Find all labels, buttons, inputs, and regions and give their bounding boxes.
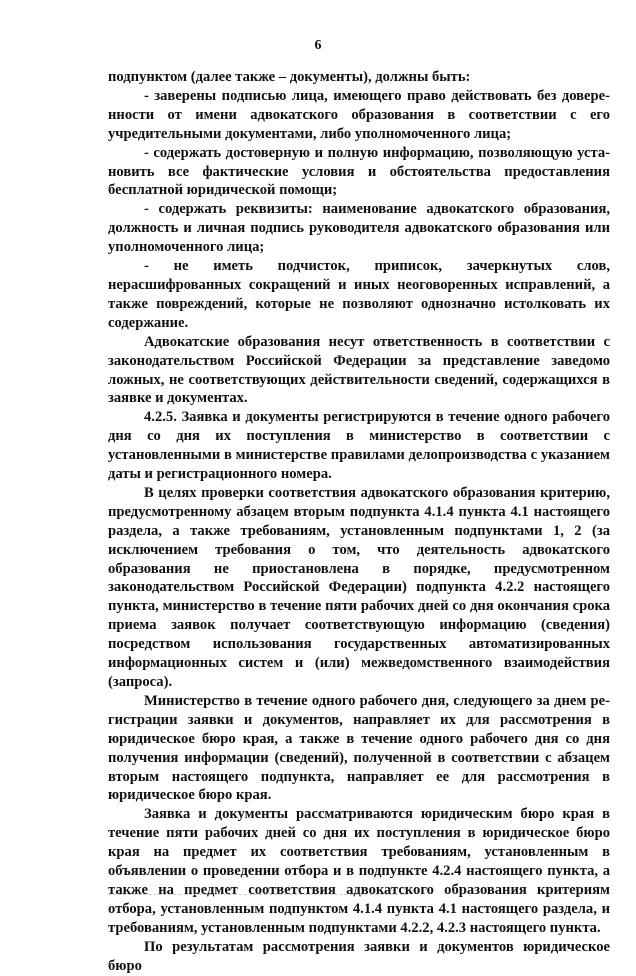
paragraph-5: - не иметь подчисток, приписок, зачеркнутых слов, нерасшифрованных сокращений и иных неоговоренных исправлений, а также повреждений, которые не позволяют однозначно истолковать их содержание.: [108, 258, 610, 331]
paragraph-6: Адвокатские образования несут ответственность в соответствии с законодательством Российской Федерации за представление заведомо ложных, не соответствующих действительности сведений, содержащихся в заявке и документах.: [108, 333, 610, 407]
paragraph-7: 4.2.5. Заявка и документы регистрируются в течение одного рабочего дня со дня их поступления в министерство в соответствии с установленными в министерстве правилами делопроизводства с указанием даты и регистрационного номера.: [108, 409, 610, 483]
paragraph-4: - содержать реквизиты: наименование адвокатского образования, должность и личная подпись руководителя адвокатского образования или уполномоченного лица;: [108, 201, 610, 256]
document-body: [108, 68, 610, 976]
page-number: 6: [314, 38, 322, 53]
paragraph-2: - заверены подписью лица, имеющего право действовать без доверенности от имени адвокатского образования в соответствии с его учредительными документами, либо уполномоченного лица;: [108, 87, 610, 142]
paragraph-9: Министерство в течение одного рабочего дня, следующего за днем регистрации заявки и документов, направляет их для рассмотрения в юридическое бюро края, а также в течение одного рабочего дня со дня получения информации (сведений), полученной в соответствии с абзацем вторым настоящего подпункта, направляет ее для рассмотрения в юридическое бюро края.: [108, 692, 610, 804]
paragraph-8: В целях проверки соответствия адвокатского образования критерию, предусмотренному абзацем вторым подпункта 4.1.4 пункта 4.1 настоящего раздела, а также требованиям, установленным подпунктами 1, 2 (за исключением требования о том, что деятельность адвокатского образования не приостановлена в порядке, предусмотренном законодательством Российской Федерации) подпункта 4.2.2 настоящего пункта, министерство в течение пяти рабочих дней со дня окончания срока приема заявок получает соответствующую информацию (сведения) посредством использования государственных автоматизированных информационных систем и (или) межведомственного взаимодействия (запроса).: [108, 484, 610, 690]
paragraph-3: - содержать достоверную и полную информацию, позволяющую установить все фактические условия и обстоятельства предоставления бесплатной юридической помощи;: [108, 144, 610, 199]
paragraph-1: подпунктом (далее также – документы), должны быть:: [108, 69, 471, 85]
paragraph-10: Заявка и документы рассматриваются юридическим бюро края в течение пяти рабочих дней со дня их поступления в юридическое бюро края на предмет их соответствия требованиям, установленным в объявлении о проведении отбора и в подпункте 4.2.4 настоящего пункта, а также на предмет соответствия адвокатского образования критериям отбора, установленным подпунктом 4.1.4 пункта 4.1 настоящего раздела, и требованиям, установленным подпунктами 4.2.2, 4.2.3 настоящего пункта.: [108, 806, 610, 936]
paragraph-11: По результатам рассмотрения заявки и документов юридическое бюро: [108, 938, 610, 974]
page-bottom-rule: [108, 894, 408, 895]
